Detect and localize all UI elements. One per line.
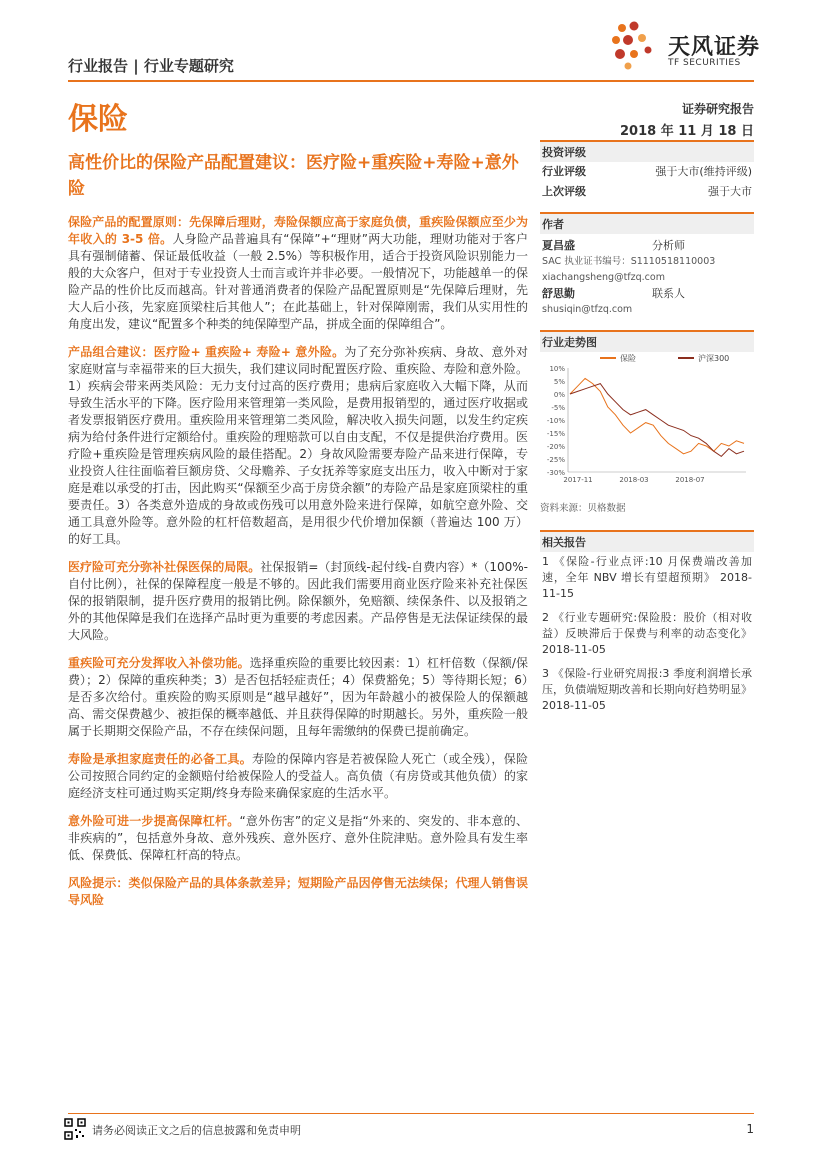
related-report-item[interactable] bbox=[540, 608, 754, 664]
breadcrumb: 行业报告 | 行业专题研究 bbox=[68, 57, 234, 75]
related-report-date: 2018-11-15 bbox=[542, 571, 752, 600]
y-tick-label: -15% bbox=[546, 430, 565, 438]
trend-head: 行业走势图 bbox=[540, 330, 754, 352]
y-tick-label: 0% bbox=[553, 391, 565, 399]
paragraph bbox=[68, 344, 528, 548]
series-line-hs300 bbox=[570, 384, 744, 457]
paragraph bbox=[68, 214, 528, 333]
prev-rating-value: 强于大市 bbox=[708, 185, 752, 198]
chart-source: 资料来源：贝格数据 bbox=[540, 503, 626, 514]
authors-head: 作者 bbox=[540, 212, 754, 234]
risk-warning: 风险提示：类似保险产品的具体条款差异；短期险产品因停售无法续保；代理人销售误导风险 bbox=[68, 876, 528, 907]
qr-code-icon bbox=[64, 1118, 86, 1140]
x-tick-label: 2018-03 bbox=[619, 476, 649, 484]
author-row bbox=[540, 238, 754, 254]
paragraph bbox=[68, 813, 528, 864]
paragraph bbox=[68, 655, 528, 740]
y-tick-label: -30% bbox=[546, 469, 565, 477]
report-type: 证券研究报告 bbox=[681, 102, 754, 116]
related-box bbox=[540, 530, 754, 720]
footer-divider bbox=[68, 1113, 754, 1114]
paragraph-lead: 产品组合建议：医疗险+ 重疾险+ 寿险+ 意外险。 bbox=[68, 345, 345, 359]
paragraph-lead: 重疾险可充分发挥收入补偿功能。 bbox=[68, 656, 250, 670]
author-role: 联系人 bbox=[652, 287, 685, 300]
footer-disclaimer: 请务必阅读正文之后的信息披露和免责申明 bbox=[92, 1124, 301, 1137]
related-head: 相关报告 bbox=[540, 530, 754, 552]
author-row bbox=[540, 286, 754, 302]
industry-rating-label: 行业评级 bbox=[542, 165, 586, 178]
related-report-date: 2018-11-05 bbox=[542, 643, 606, 656]
paragraph-text: 选择重疾险的重要比较因素：1）杠杆倍数（保额/保费）；2）保障的重疾种类；3）是否包括轻症责任；4）保费豁免；5）等待期长短；6）是否多次给付。重疾险的购买原则是“越早越好”，因为年龄越小的被保险人的保额越高、需交保费越少、被拒保的概率越低、并且获得保障的时期越长。另外，重疾险一般属于长期期交保险产品，不存在续保问题，且每年需缴纳的保费已提前确定。 bbox=[68, 656, 528, 738]
paragraph-lead: 医疗险可充分弥补社保医保的局限。 bbox=[68, 560, 261, 574]
main-body bbox=[68, 214, 528, 920]
author-name: 舒思勤 bbox=[542, 287, 575, 300]
y-tick-label: -20% bbox=[546, 443, 565, 451]
brand-name-en: TF SECURITIES bbox=[668, 58, 741, 68]
trend-head-box bbox=[540, 330, 754, 352]
related-report-title: 2 《行业专题研究:保险股：股价（相对收益）反映滞后于保费与利率的动态变化》 bbox=[542, 611, 752, 640]
paragraph bbox=[68, 751, 528, 802]
legend-label: 保险 bbox=[620, 354, 636, 363]
y-tick-label: -25% bbox=[546, 456, 565, 464]
paragraph-text: 社保报销=（封顶线-起付线-自费内容）*（100%-自付比例），社保的保障程度一般是不够的。因此我们需要用商业医疗险来补充社保医保的报销限制，提升医疗费用的报销比例。除保额外，免赔额、续保条件、以及报销之外的其他保障是我们在选择产品时更为重要的考虑因素。产品停售是无法保证续保的最大风险。 bbox=[68, 560, 528, 642]
author-name: 夏昌盛 bbox=[542, 239, 575, 252]
prev-rating-label: 上次评级 bbox=[542, 185, 586, 198]
paragraph-text: 人身险产品普遍具有“保障”+“理财”两大功能，理财功能对于客户具有强制储蓄、保证最低收益（一般 2.5%）等积极作用，适合于投资风险识别能力一般的大众客户，但对于专业投资人士而言或许并非必要。一般情况下，功能越单一的保险产品的性价比反而越高。针对普通消费者的保险产品配置原则是“先保障后理财，先大人后小孩，先家庭顶梁柱后其他人”；在此基础上，针对保障刚需，我们从实用性的角度出发，建议“配置多个种类的纯保障型产品，拼成全面的保障组合”。 bbox=[68, 232, 528, 331]
prev-rating-row bbox=[540, 182, 754, 202]
authors-box bbox=[540, 212, 754, 318]
brand-name-cn: 天风证券 bbox=[668, 35, 761, 60]
author-email[interactable]: xiachangsheng@tfzq.com bbox=[542, 272, 665, 283]
y-tick-label: -5% bbox=[551, 404, 565, 412]
x-tick-label: 2018-07 bbox=[675, 476, 705, 484]
y-tick-label: 10% bbox=[549, 365, 565, 373]
paragraph-lead: 寿险是承担家庭责任的必备工具。 bbox=[68, 752, 253, 766]
related-report-title: 1 《保险-行业点评:10 月保费端改善加速，全年 NBV 增长有望超预期》 bbox=[542, 555, 752, 584]
rating-box bbox=[540, 140, 754, 202]
report-date: 2018 年 11 月 18 日 bbox=[620, 124, 754, 139]
related-report-item[interactable] bbox=[540, 664, 754, 720]
industry-rating-value: 强于大市(维持评级) bbox=[655, 165, 752, 178]
paragraph bbox=[68, 559, 528, 644]
author-cert: SAC 执业证书编号：S1110518110003 bbox=[542, 256, 716, 267]
page-title: 保险 bbox=[68, 102, 128, 137]
related-report-title: 3 《保险-行业研究周报:3 季度利润增长承压，负债端短期改善和长期向好趋势明显》 bbox=[542, 667, 752, 696]
series-line-insurance bbox=[570, 378, 744, 453]
rating-head: 投资评级 bbox=[540, 140, 754, 162]
y-tick-label: -10% bbox=[546, 417, 565, 425]
paragraph-text: 寿险的保障内容是若被保险人死亡（或全残），保险公司按照合同约定的金额赔付给被保险人的受益人。高负债（有房贷或其他负债）的家庭经济支柱可通过购买定期/终身寿险来确保家庭的生活水平。 bbox=[68, 752, 528, 800]
paragraph-text: 为了充分弥补疾病、身故、意外对家庭财富与幸福带来的巨大损失，我们建议同时配置医疗险、重疾险、寿险和意外险。1）疾病会带来两类风险：无力支付过高的医疗费用；患病后家庭收入大幅下降，从而导致生活水平的下降。医疗险用来管理第一类风险，是费用报销型的，通过医疗收据或者发票报销医疗费用。重疾险用来管理第二类风险，解决收入损失问题，以发生约定疾病为给付条件进行定额给付。重疾险的理赔款可以自由支配，不仅是提供治疗费用。医疗险+重疾险是管理疾病风险的最佳搭配。2）身故风险需要寿险产品来进行保障，专业投资人往往面临着巨额房贷、父母赡养、子女抚养等家庭支出压力，收入中断对于家庭是难以承受的打击，因此购买“保额至少高于房贷余额”的寿险产品是家庭顶梁柱的重要责任。3）各类意外造成的身故或伤残可以用意外险来进行保障，如航空意外险、交通工具意外险等。意外险的杠杆倍数超高，是用很少代价增加保额（普遍达 100 万）的好工具。 bbox=[68, 345, 528, 546]
paragraph-lead: 意外险可进一步提高保障杠杆。 bbox=[68, 814, 240, 828]
related-report-date: 2018-11-05 bbox=[542, 699, 606, 712]
page-number: 1 bbox=[746, 1122, 754, 1136]
legend-label: 沪深300 bbox=[698, 354, 730, 363]
paragraph-text: “意外伤害”的定义是指“外来的、突发的、非本意的、非疾病的”，包括意外身故、意外残疾、意外医疗、意外住院津贴。意外险具有发生率低、保费低、保障杠杆高的特点。 bbox=[68, 814, 528, 862]
headline: 高性价比的保险产品配置建议：医疗险+重疾险+寿险+意外险 bbox=[68, 153, 519, 199]
tf-securities-logo-icon bbox=[608, 18, 662, 72]
x-tick-label: 2017-11 bbox=[563, 476, 593, 484]
author-role: 分析师 bbox=[652, 239, 685, 252]
y-tick-label: 5% bbox=[553, 378, 565, 386]
author-email[interactable]: shusiqin@tfzq.com bbox=[542, 304, 633, 315]
paragraph-lead: 保险产品的配置原则：先保障后理财，寿险保额应高于家庭负债，重疾险保额应至少为年收入的 3-5 倍。 bbox=[68, 215, 528, 246]
industry-rating-row bbox=[540, 162, 754, 182]
header-divider bbox=[68, 80, 754, 82]
trend-chart bbox=[540, 350, 754, 490]
related-report-item[interactable] bbox=[540, 552, 754, 608]
